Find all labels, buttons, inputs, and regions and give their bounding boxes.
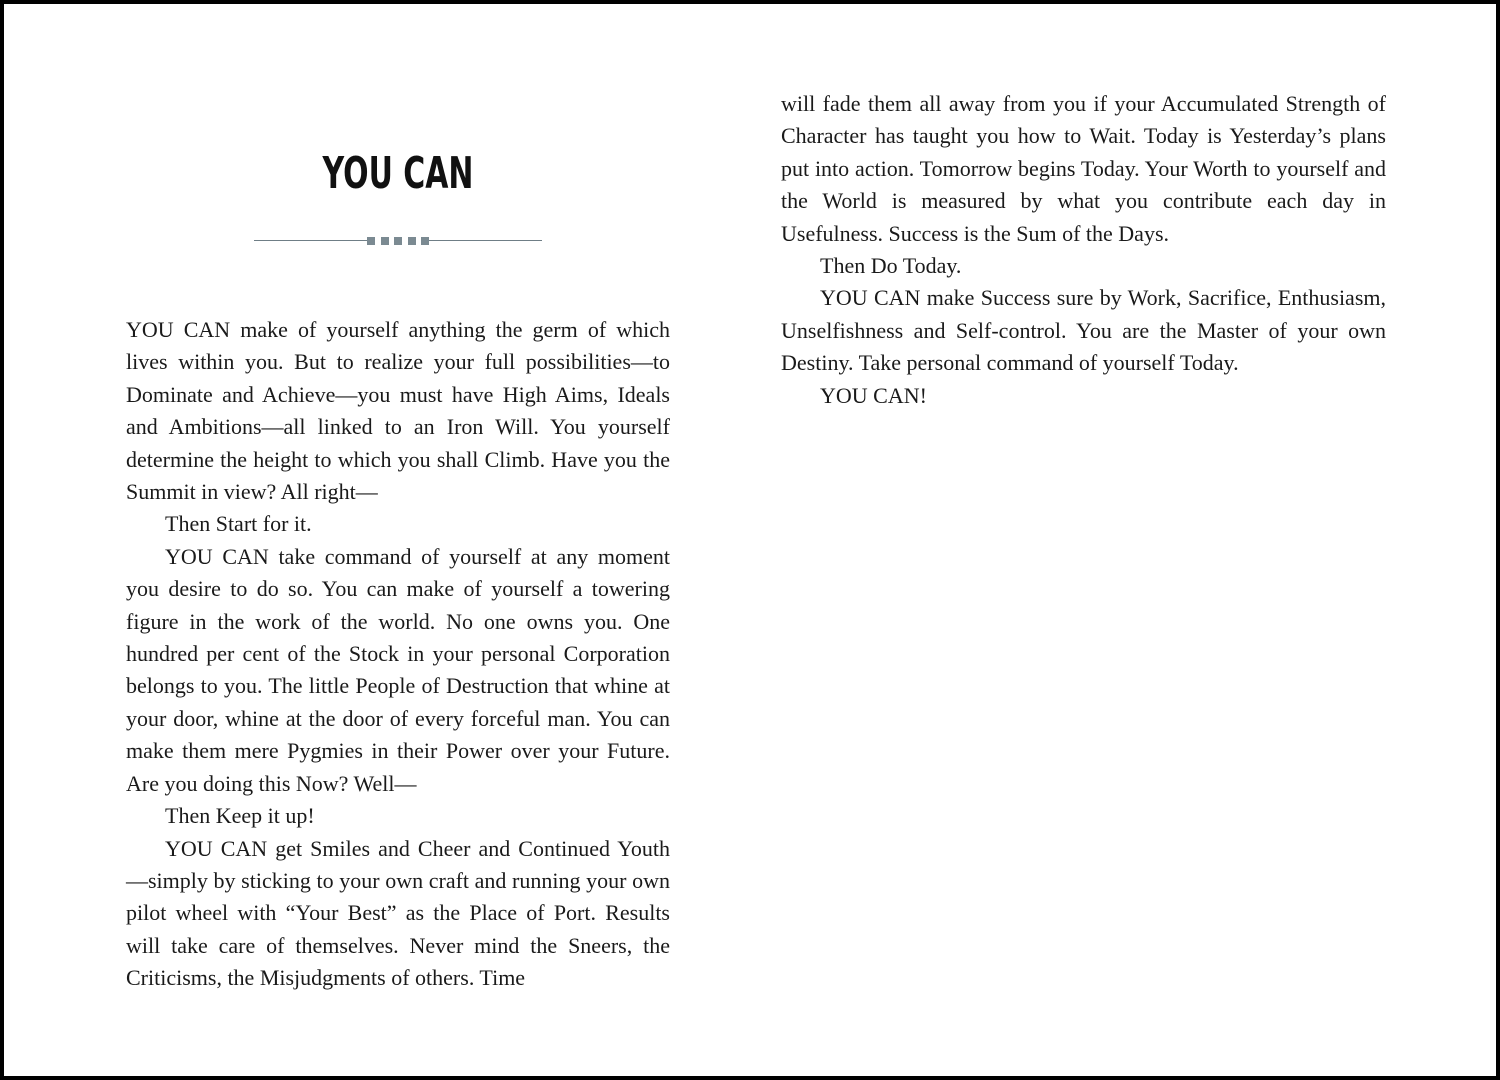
ornament-squares [367,237,429,245]
paragraph: Then Start for it. [165,511,312,537]
right-page [781,88,1386,412]
ornament-square [381,237,389,245]
paragraph: YOU CAN make Success sure by Work, Sacrifice, Enthusiasm, Unselfishness and Self-control. You are the Master of your own Destiny. Take personal command of yourself Today. [781,285,1386,376]
paragraph: YOU CAN! [820,382,927,408]
ornament-square [408,237,416,245]
paragraph: YOU CAN make of yourself anything the germ of which lives within you. But to realize your full possibilities—to Dominate and Achieve—you must have High Aims, Ideals and Ambitions—all linked to an Iron Will. You yourself determine the height to which you shall Climb. Have you the Summit in view? All right— [126,317,670,505]
paragraph: YOU CAN get Smiles and Cheer and Continued Youth—simply by sticking to your own craft and running your own pilot wheel with “Your Best” as the Place of Port. Results will take care of themselves. Never mind the Sneers, the Criticisms, the Misjudgments of others. Time [126,835,670,991]
paragraph: YOU CAN take command of yourself at any moment you desire to do so. You can make of yourself a towering figure in the work of the world. No one owns you. One hundred per cent of the Stock in your personal Corporation belongs to you. The little People of Destruction that whine at your door, whine at the door of every forceful man. You can make them mere Pygmies in their Power over your Future. Are you doing this Now? Well— [126,543,670,796]
right-body-text [781,88,1386,412]
ornament-square [394,237,402,245]
title-ornament [254,234,542,248]
paragraph: will fade them all away from you if your Accumulated Strength of Character has taught you how to Wait. Today is Yesterday’s plans put into action. Tomorrow begins Today. Your Worth to yourself and the World is measured by what you contribute each day in Usefulness. Success is the Sum of the Days. [781,91,1386,246]
ornament-square [421,237,429,245]
ornament-square [367,237,375,245]
paragraph: Then Do Today. [820,253,962,279]
paragraph: Then Keep it up! [165,803,315,829]
chapter-title: YOU CAN [322,148,474,199]
left-body-text [126,314,670,995]
